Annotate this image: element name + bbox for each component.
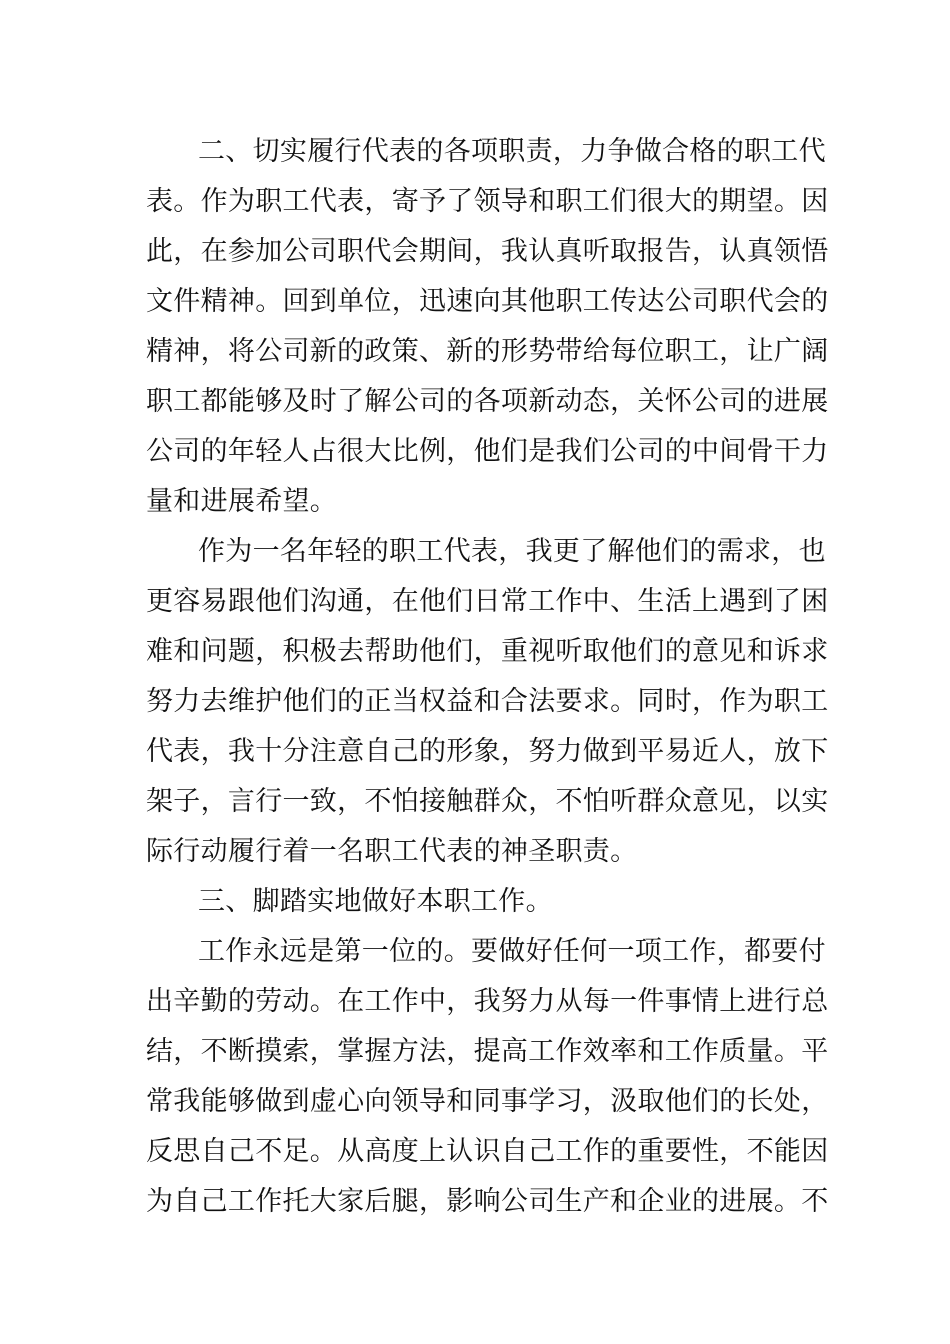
text-line: 更容易跟他们沟通，在他们日常工作中、生活上遇到了困 xyxy=(146,586,829,617)
text-line: 架子，言行一致，不怕接触群众，不怕听群众意见，以实 xyxy=(146,786,829,817)
text-line: 量和进展希望。 xyxy=(146,486,338,517)
text-line: 努力去维护他们的正当权益和合法要求。同时，作为职工 xyxy=(146,686,829,717)
text-line: 此，在参加公司职代会期间，我认真听取报告，认真领悟 xyxy=(146,236,829,267)
text-line: 公司的年轻人占很大比例，他们是我们公司的中间骨干力 xyxy=(146,436,829,467)
text-line: 表。作为职工代表，寄予了领导和职工们很大的期望。因 xyxy=(146,186,829,217)
text-line: 难和问题，积极去帮助他们，重视听取他们的意见和诉求 xyxy=(146,636,829,667)
text-line: 反思自己不足。从高度上认识自己工作的重要性，不能因 xyxy=(146,1136,829,1167)
text-line: 代表，我十分注意自己的形象，努力做到平易近人，放下 xyxy=(146,736,829,767)
text-line: 二、切实履行代表的各项职责，力争做合格的职工代 xyxy=(198,136,826,167)
text-line: 常我能够做到虚心向领导和同事学习，汲取他们的长处， xyxy=(146,1086,829,1117)
text-line: 工作永远是第一位的。要做好任何一项工作，都要付 xyxy=(198,936,826,967)
text-line: 际行动履行着一名职工代表的神圣职责。 xyxy=(146,836,638,867)
text-line: 出辛勤的劳动。在工作中，我努力从每一件事情上进行总 xyxy=(146,986,829,1017)
text-line: 作为一名年轻的职工代表，我更了解他们的需求，也 xyxy=(198,536,826,567)
text-line: 精神，将公司新的政策、新的形势带给每位职工，让广阔 xyxy=(146,336,829,367)
text-line: 职工都能够及时了解公司的各项新动态，关怀公司的进展 xyxy=(146,386,829,417)
text-line: 文件精神。回到单位，迅速向其他职工传达公司职代会的 xyxy=(146,286,829,317)
text-line: 三、脚踏实地做好本职工作。 xyxy=(198,886,553,917)
text-line: 结，不断摸索，掌握方法，提高工作效率和工作质量。平 xyxy=(146,1036,829,1067)
text-line: 为自己工作托大家后腿，影响公司生产和企业的进展。不 xyxy=(146,1186,829,1217)
